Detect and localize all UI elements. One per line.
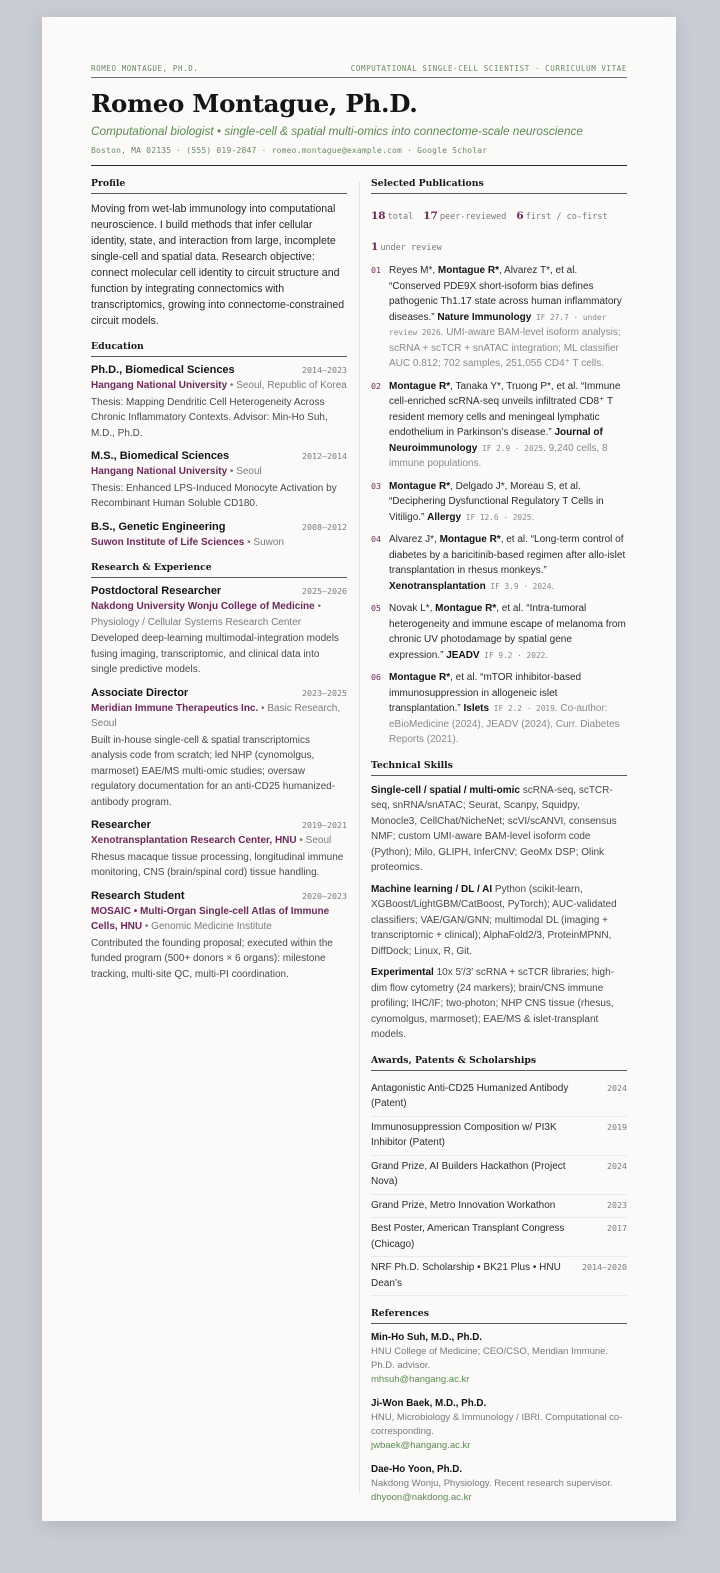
- entry-header: [91, 890, 347, 902]
- skills-section: [371, 760, 627, 1043]
- publication-number: 05: [371, 603, 381, 613]
- running-header-name: ROMEO MONTAGUE, PH.D.: [91, 64, 199, 73]
- organization-location: • Physiology / Cellular Systems Research Center: [91, 601, 322, 628]
- entry-title: Research Student: [91, 889, 185, 902]
- award-title: Best Poster, American Transplant Congress (Chicago): [371, 1223, 565, 1250]
- entry-title: Postdoctoral Researcher: [91, 585, 222, 597]
- reference-email-link[interactable]: mhsuh@hangang.ac.kr: [371, 1374, 470, 1385]
- running-header: [91, 64, 627, 78]
- publication-item: [371, 601, 627, 663]
- award-date: 2023: [607, 1199, 627, 1210]
- entry-organization: [91, 701, 347, 732]
- entry-description: Developed deep-learning multimodal-integration models fusing imaging, transcriptomic, and clinical data into single predictive models.: [91, 633, 339, 675]
- award-title: NRF Ph.D. Scholarship • BK21 Plus • HNU Dean’s: [371, 1262, 561, 1289]
- skill-group: [371, 965, 627, 1043]
- publication-title: , et al. “Intra-tumoral heterogeneity and immune escape of melanoma from chronic UV photodamage by spatial gene expression.”: [389, 603, 626, 661]
- publication-note: . Co-author: eBioMedicine (2024), JEADV (2024), Curr. Diabetes Reports (2021).: [389, 703, 620, 745]
- skills-list: [371, 783, 627, 1043]
- publication-text: [389, 263, 627, 372]
- award-date: 2024: [607, 1160, 627, 1171]
- publication-item: [371, 532, 627, 594]
- authors-before: Novak L*,: [389, 603, 436, 614]
- publication-text: [389, 601, 627, 663]
- section-heading: Awards, Patents & Scholarships: [371, 1055, 627, 1071]
- reference-entry: [371, 1331, 627, 1387]
- awards-section: [371, 1055, 627, 1297]
- page-title: Romeo Montague, Ph.D.: [91, 89, 418, 118]
- publication-number: 04: [371, 534, 381, 544]
- experience-entry: [91, 819, 347, 881]
- organization-name: Nakdong University Wonju College of Medicine: [91, 601, 315, 612]
- award-date: 2017: [607, 1223, 627, 1233]
- entry-date: 2023–2025: [302, 687, 347, 698]
- award-row: [371, 1078, 627, 1117]
- skill-group: [371, 882, 627, 960]
- awards-list: [371, 1078, 627, 1297]
- reference-name: Ji-Won Baek, M.D., Ph.D.: [371, 1398, 487, 1409]
- publication-title: , Tanaka Y*, Truong P*, et al. “Immune cell-enriched scRNA-seq unveils infiltrated CD8⁺ T resident memory cells and meningeal lymphatic endothelium in Parkinson’s disease.”: [389, 380, 621, 438]
- entry-title: M.S., Biomedical Sciences: [91, 450, 230, 462]
- organization-location: • Seoul: [296, 835, 332, 846]
- organization-name: Suwon Institute of Life Sciences: [91, 536, 245, 548]
- stat-label: under review: [380, 243, 442, 253]
- entry-date: 2008–2012: [302, 521, 347, 532]
- entry-date: 2014–2023: [302, 365, 347, 375]
- education-section: [91, 341, 347, 550]
- education-entry: [91, 364, 347, 441]
- education-entry: [91, 521, 347, 551]
- journal-name: JEADV: [446, 649, 480, 661]
- publication-note: .: [545, 649, 549, 661]
- references-list: [371, 1331, 627, 1505]
- stat-label: first / co-first: [525, 212, 608, 222]
- organization-name: Meridian Immune Therapeutics Inc.: [91, 702, 259, 714]
- organization-location: • Seoul: [227, 466, 262, 477]
- award-date: 2019: [607, 1121, 627, 1132]
- entry-description: Built in-house single-cell & spatial transcriptomics analysis code from scratch; led NHP (cynomolgus, marmoset) EAE/MS multi-omic studies; oversaw regulatory documentation for an anti-CD25 humanized-antibody program.: [91, 734, 336, 808]
- stat-value: 1: [371, 241, 379, 253]
- experience-entry: [91, 890, 347, 983]
- section-heading: Selected Publications: [371, 178, 627, 194]
- impact-factor: IF 9.2 · 2022: [479, 650, 546, 660]
- entry-title: Associate Director: [91, 686, 189, 699]
- entry-organization: [91, 464, 347, 480]
- publication-number: 03: [371, 480, 381, 491]
- skill-group: [371, 783, 627, 876]
- running-header-title: COMPUTATIONAL SINGLE-CELL SCIENTIST · CURRICULUM VITAE: [350, 64, 627, 73]
- organization-location: • Genomic Medicine Institute: [142, 921, 272, 932]
- award-row: [371, 1156, 627, 1195]
- organization-location: • Suwon: [244, 536, 284, 548]
- entry-header: [91, 364, 347, 376]
- impact-factor: IF 2.2 · 2019: [489, 704, 555, 713]
- publication-item: [371, 670, 627, 748]
- award-date: 2024: [607, 1082, 627, 1093]
- entry-date: 2012–2014: [302, 451, 347, 461]
- skill-details: 10x 5′/3′ scRNA + scTCR libraries; high-dim flow cytometry (24 markers); brain/CNS immune profiling; IHC/IF; two-photon; NHP CNS tissue (rhesus, cynomolgus, marmoset); EAE/MS & islet-transplant models.: [371, 967, 615, 1040]
- entry-organization: [91, 599, 347, 630]
- section-heading: Education: [91, 341, 347, 357]
- header-divider: [91, 165, 627, 166]
- organization-name: Hangang National University: [91, 466, 228, 477]
- publication-title: , Alvarez T*, et al. “Conserved PDE9X short-isoform bias defines pathogenic Th1.17 state across human inflammatory diseases.”: [389, 265, 622, 323]
- award-title: Grand Prize, AI Builders Hackathon (Project Nova): [371, 1160, 566, 1187]
- stat-value: 18: [371, 210, 386, 222]
- cv-page: [42, 17, 676, 1521]
- entry-organization: [91, 833, 347, 849]
- experience-list: [91, 585, 347, 982]
- publication-text: [389, 670, 627, 748]
- reference-name: Dae-Ho Yoon, Ph.D.: [371, 1464, 463, 1475]
- publication-list: [371, 263, 627, 748]
- stat-value: 17: [423, 210, 438, 222]
- award-date: 2014–2020: [582, 1262, 627, 1272]
- entry-description: Rhesus macaque tissue processing, longitudinal immune monitoring, CNS (brain/spinal cord) tissue handling.: [91, 851, 344, 878]
- organization-location: • Seoul, Republic of Korea: [227, 380, 347, 391]
- organization-name: Xenotransplantation Research Center, HNU: [91, 835, 297, 846]
- publications-section: [371, 178, 627, 748]
- entry-header: [91, 585, 347, 597]
- skill-category: Single-cell / spatial / multi-omic: [371, 784, 520, 796]
- impact-factor: IF 27.7 · under review 2026: [389, 312, 607, 337]
- profile-text: Moving from wet-lab immunology into computational neuroscience. I build methods that infer cellular identity, state, and interaction from large, incomplete single-cell and spatial data. Research objective: connect molecular cell identity to circuit structure and function by integrating connectomics with transcriptomics, growing into connectome-constrained circuit models.: [91, 203, 345, 327]
- stat-item: [423, 212, 506, 222]
- references-section: [371, 1308, 627, 1505]
- award-row: [371, 1117, 627, 1156]
- award-row: [371, 1195, 627, 1219]
- publication-text: [389, 532, 627, 594]
- entry-date: 2020–2023: [302, 890, 347, 901]
- reference-entry: [371, 1397, 627, 1453]
- entry-description: Thesis: Enhanced LPS-Induced Monocyte Activation by Recombinant Human Soluble CD180.: [91, 482, 337, 509]
- stat-label: total: [387, 212, 414, 222]
- journal-name: Allergy: [427, 511, 462, 523]
- reference-email-link[interactable]: jwbaek@hangang.ac.kr: [371, 1440, 471, 1451]
- entry-title: Ph.D., Biomedical Sciences: [91, 364, 235, 376]
- entry-description: Thesis: Mapping Dendritic Cell Heterogeneity Across Chronic Inflammatory Contexts. Advisor: Min-Ho Suh, M.D., Ph.D.: [91, 396, 328, 439]
- organization-name: Hangang National University: [91, 380, 228, 391]
- publication-text: [389, 479, 627, 526]
- author-highlight: Montague R*: [389, 380, 451, 392]
- publication-note: .: [531, 511, 535, 523]
- journal-name: Islets: [463, 703, 490, 714]
- author-highlight: Montague R*: [437, 265, 500, 276]
- publication-number: 02: [371, 380, 381, 391]
- education-list: [91, 364, 347, 550]
- publication-item: [371, 263, 627, 372]
- entry-title: B.S., Genetic Engineering: [91, 520, 226, 533]
- reference-description: HNU, Microbiology & Immunology / IBRI. Computational co-corresponding.: [371, 1412, 623, 1437]
- publication-number: 06: [371, 672, 381, 682]
- publication-note: .: [551, 580, 555, 592]
- publication-item: [371, 479, 627, 526]
- publication-text: [389, 379, 627, 472]
- reference-description: HNU College of Medicine; CEO/CSO, Meridian Immune. Ph.D. advisor.: [371, 1346, 609, 1371]
- skill-details: Python (scikit-learn, XGBoost/LightGBM/CatBoost, PyTorch); AUC-validated classifiers; VAE/GAN/GNN; multimodal DL (imaging + transcriptomic + clinical); AlphaFold2/3, ProteinMPNN, DiffDock; Linux, R, Git.: [371, 883, 617, 957]
- entry-organization: [91, 535, 347, 551]
- skill-category: Machine learning / DL / AI: [371, 883, 493, 895]
- award-title: Grand Prize, Metro Innovation Workathon: [371, 1199, 556, 1211]
- impact-factor: IF 3.9 · 2024: [485, 581, 552, 591]
- section-heading: References: [371, 1308, 627, 1324]
- experience-entry: [91, 585, 347, 678]
- organization-name: MOSAIC • Multi-Organ Single-cell Atlas of Immune Cells, HNU: [91, 905, 330, 932]
- journal-name: Nature Immunology: [437, 311, 532, 323]
- stat-label: peer-reviewed: [439, 212, 507, 222]
- skill-category: Experimental: [371, 967, 434, 978]
- stat-item: [371, 243, 442, 253]
- skill-details: scRNA-seq, scTCR-seq, snRNA/snATAC; Seurat, Scanpy, Squidpy, Monocle3, CellChat/NicheNet; scVI/scANVI, consensus NMF; custom UMI-aware BAM-level isoform code (Python); Milo, GLIPH, InferCNV; GeoMx DSP; Olink proteomics.: [371, 784, 617, 873]
- entry-title: Researcher: [91, 819, 151, 831]
- impact-factor: IF 2.9 · 2025: [477, 443, 544, 453]
- journal-name: Journal of Neuroimmunology: [389, 427, 603, 454]
- tagline: Computational biologist • single-cell & spatial multi-omics into connectome-scale neuroscience: [91, 124, 583, 138]
- entry-organization: [91, 904, 347, 935]
- right-column: [371, 178, 627, 1517]
- author-highlight: Montague R*: [435, 603, 497, 614]
- profile-section: [91, 178, 347, 329]
- publication-title: , Delgado J*, Moreau S, et al. “Deciphering Dysfunctional Regulatory T Cells in Vitiligo.”: [389, 480, 604, 523]
- section-heading: Research & Experience: [91, 562, 347, 578]
- authors-before: Reyes M*,: [389, 265, 438, 276]
- publication-note: . 9,240 cells, 8 immune populations.: [389, 442, 608, 469]
- award-row: [371, 1218, 627, 1257]
- stat-item: [371, 212, 413, 222]
- stat-value: 6: [516, 210, 524, 222]
- publication-title: , et al. “mTOR inhibitor-based immunosuppression in allogeneic islet transplantation.”: [389, 672, 582, 714]
- entry-header: [91, 819, 347, 831]
- reference-name: Min-Ho Suh, M.D., Ph.D.: [371, 1332, 483, 1343]
- left-column: [91, 178, 347, 994]
- reference-entry: [371, 1463, 627, 1505]
- section-heading: Profile: [91, 178, 347, 194]
- authors-before: Alvarez J*,: [389, 534, 440, 545]
- publication-number: 01: [371, 265, 381, 275]
- entry-header: [91, 521, 347, 533]
- column-divider: [359, 182, 360, 1492]
- experience-entry: [91, 687, 347, 811]
- entry-date: 2025–2026: [302, 586, 347, 596]
- award-title: Antagonistic Anti-CD25 Humanized Antibody (Patent): [371, 1082, 569, 1109]
- journal-name: Xenotransplantation: [389, 580, 486, 592]
- publication-item: [371, 379, 627, 472]
- impact-factor: IF 12.6 · 2025: [461, 512, 532, 522]
- publication-title: , et al. “Long-term control of diabetes by a baricitinib-based regimen after allo-islet transplantation in rhesus monkeys.”: [389, 534, 626, 576]
- reference-description: Nakdong Wonju, Physiology. Recent research supervisor.: [371, 1478, 613, 1489]
- entry-header: [91, 450, 347, 462]
- publication-note: . UMI-aware BAM-level isoform analysis; scRNA + scTCR + snATAC integration; ML classifier AUC 0.812; 702 samples, 251,055 CD4⁺ T cells.: [389, 327, 621, 369]
- author-highlight: Montague R*: [389, 480, 451, 492]
- contact-line[interactable]: Boston, MA 02135 · (555) 019-2847 · romeo.montague@example.com · Google Scholar: [91, 146, 488, 155]
- entry-organization: [91, 378, 347, 394]
- experience-section: [91, 562, 347, 982]
- award-row: [371, 1257, 627, 1296]
- organization-location: • Basic Research, Seoul: [91, 702, 341, 729]
- author-highlight: Montague R*: [439, 534, 501, 545]
- entry-header: [91, 687, 347, 699]
- author-highlight: Montague R*: [389, 672, 451, 683]
- section-heading: Technical Skills: [371, 760, 627, 776]
- entry-date: 2019–2021: [302, 820, 347, 830]
- reference-email-link[interactable]: dhyoon@nakdong.ac.kr: [371, 1492, 472, 1503]
- education-entry: [91, 450, 347, 512]
- entry-description: Contributed the founding proposal; executed within the funded program (500+ donors × 6 organs): milestone tracking, multi-site QC, multi-PI coordination.: [91, 937, 333, 980]
- publication-stats: [371, 201, 627, 263]
- award-title: Immunosuppression Composition w/ PI3K Inhibitor (Patent): [371, 1121, 557, 1148]
- stat-item: [516, 212, 607, 222]
